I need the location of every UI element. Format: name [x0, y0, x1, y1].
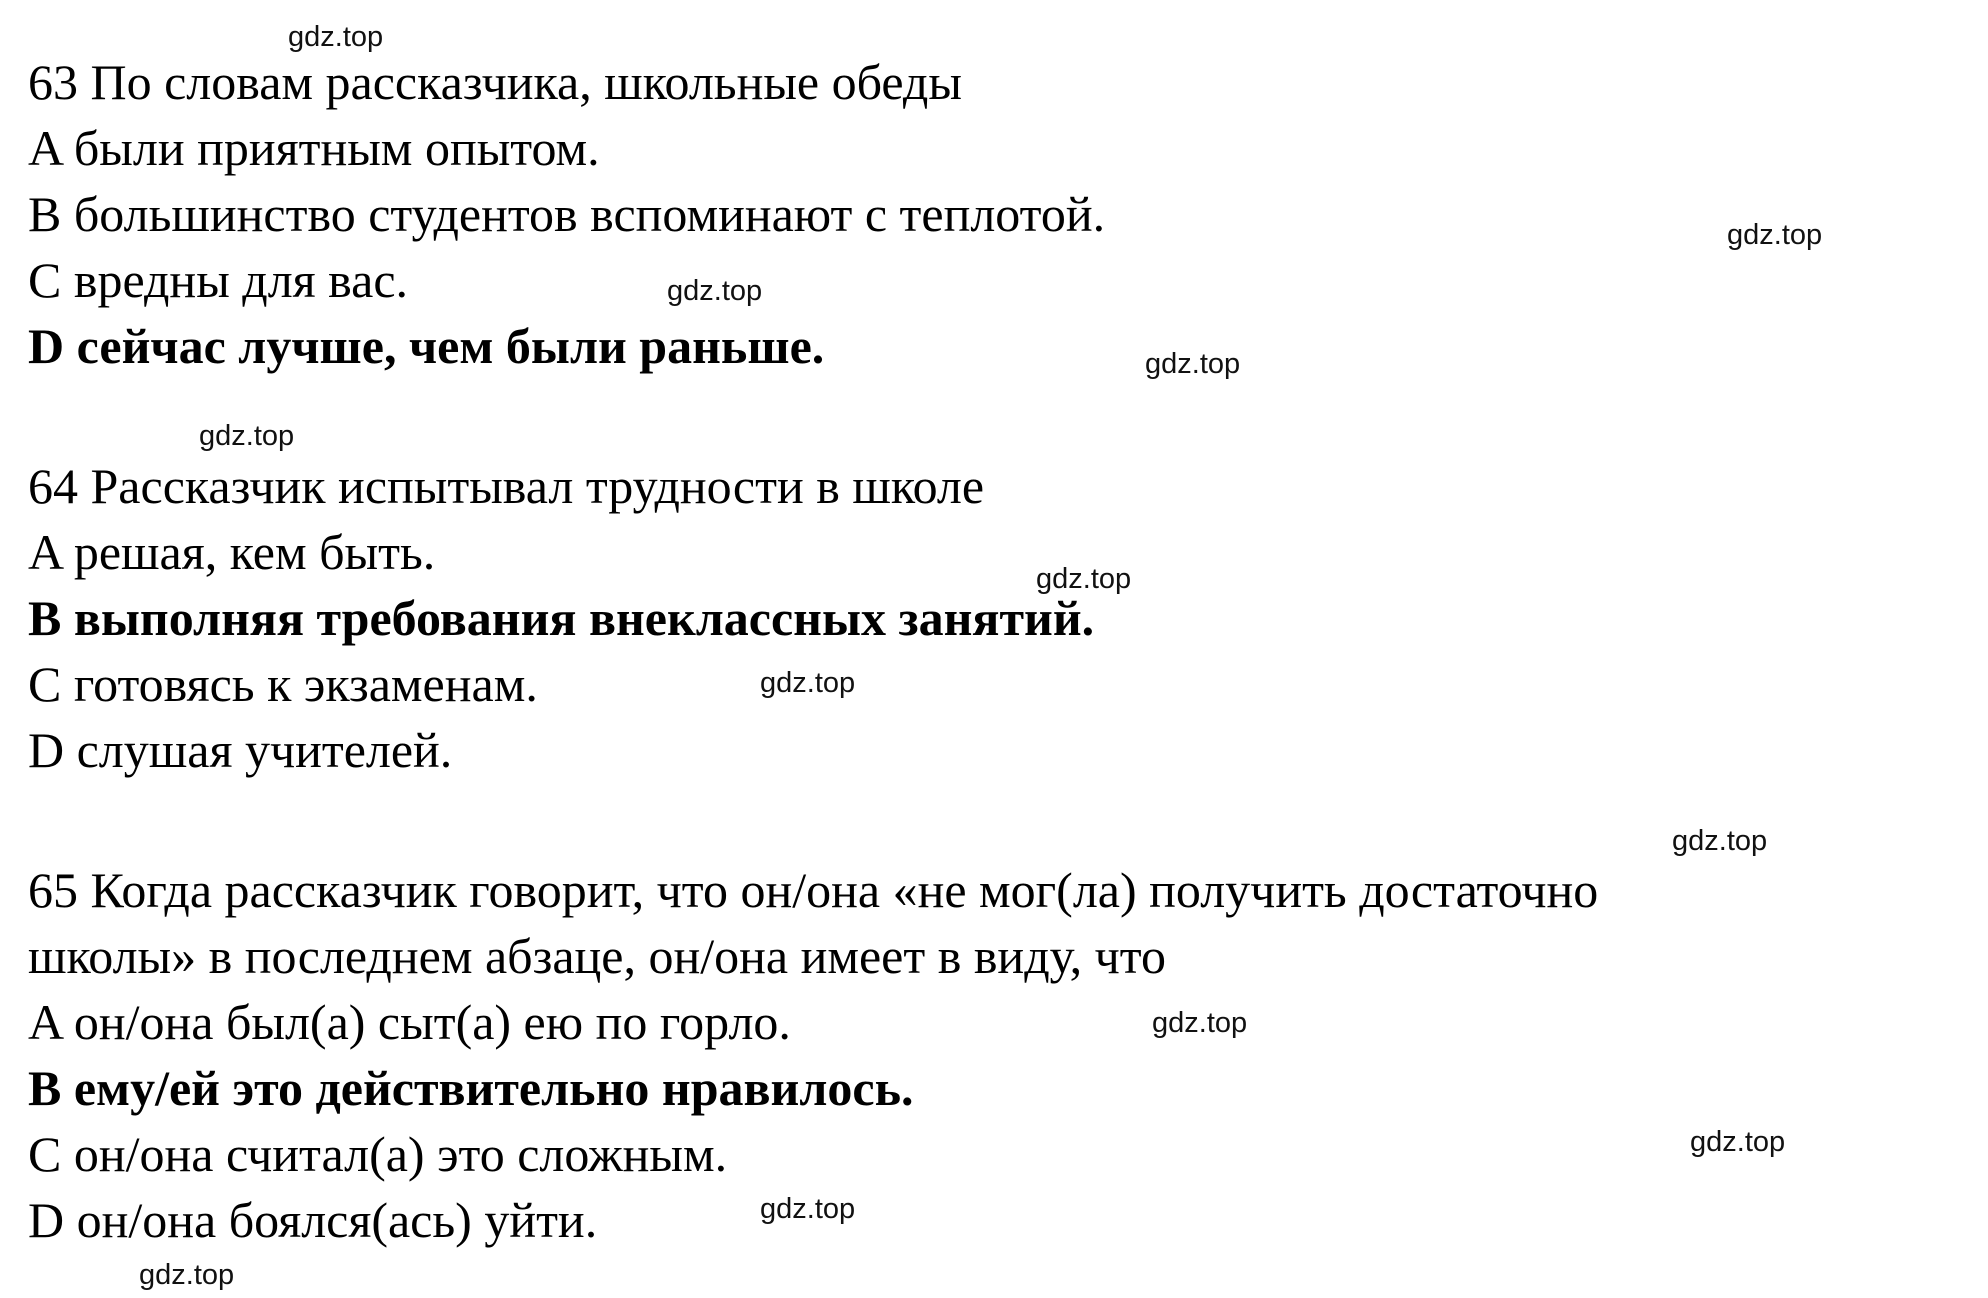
watermark: gdz.top: [667, 275, 763, 307]
question-63-option-b: B большинство студентов вспоминают с теплотой.: [28, 186, 1106, 242]
question-64-option-c: C готовясь к экзаменам.: [28, 656, 538, 712]
watermark: gdz.top: [288, 21, 384, 53]
question-63-stem: 63 По словам рассказчика, школьные обеды: [28, 54, 962, 110]
question-63-option-a: A были приятным опытом.: [28, 120, 600, 176]
watermark: gdz.top: [1672, 825, 1768, 857]
watermark: gdz.top: [760, 1193, 856, 1225]
watermark: gdz.top: [199, 420, 295, 452]
watermark: gdz.top: [1036, 563, 1132, 595]
question-65-stem-line-2: школы» в последнем абзаце, он/она имеет в виду, что: [28, 928, 1166, 984]
question-64-option-d: D слушая учителей.: [28, 722, 453, 778]
question-64-option-a: A решая, кем быть.: [28, 524, 436, 580]
question-65-stem-line-1: 65 Когда рассказчик говорит, что он/она «не мог(ла) получить достаточно: [28, 862, 1599, 918]
watermark: gdz.top: [1152, 1007, 1248, 1039]
watermark: gdz.top: [1690, 1126, 1786, 1158]
watermark: gdz.top: [1145, 348, 1241, 380]
question-63-option-d-answer: D сейчас лучше, чем были раньше.: [28, 318, 825, 374]
question-64-stem: 64 Рассказчик испытывал трудности в школе: [28, 458, 985, 514]
question-64-option-b-answer: B выполняя требования внеклассных занятий.: [28, 590, 1095, 646]
watermark: gdz.top: [1727, 219, 1823, 251]
question-65-option-d: D он/она боялся(ась) уйти.: [28, 1192, 598, 1248]
watermark: gdz.top: [139, 1259, 235, 1291]
watermark: gdz.top: [760, 667, 856, 699]
question-65-option-c: C он/она считал(а) это сложным.: [28, 1126, 728, 1182]
question-63-option-c: C вредны для вас.: [28, 252, 409, 308]
question-65-option-b-answer: B ему/ей это действительно нравилось.: [28, 1060, 914, 1116]
question-65-option-a: A он/она был(а) сыт(а) ею по горло.: [28, 994, 791, 1050]
